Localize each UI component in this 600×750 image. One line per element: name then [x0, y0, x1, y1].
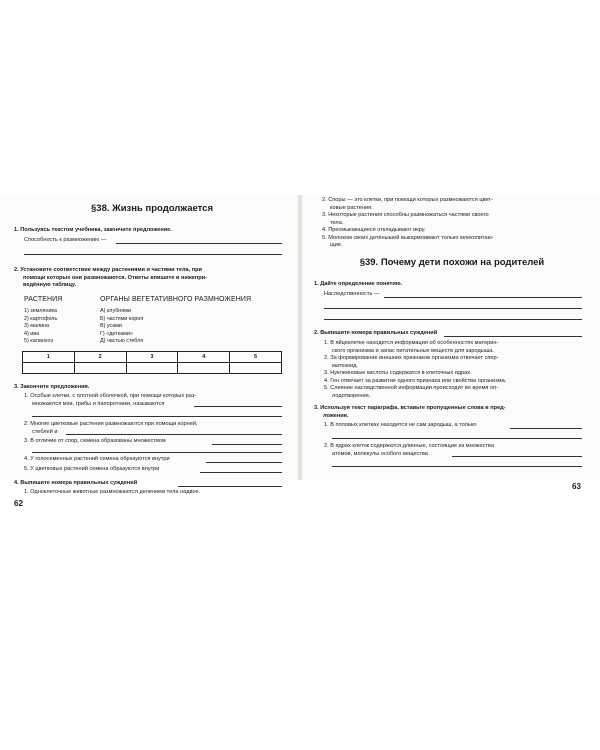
question-2-line2: помощи которых они размножаются. Ответы впишите в нижепри- — [23, 274, 207, 281]
answer-cell[interactable] — [74, 363, 126, 374]
plant-item: 5) каланхоэ — [24, 338, 54, 344]
plant-item: 2) картофель — [24, 315, 58, 322]
question-2-item2-line2: матозоид. — [332, 362, 358, 369]
answer-line — [444, 336, 582, 337]
answer-line — [324, 319, 582, 320]
question-2-line3: ведённую таблицу. — [23, 282, 77, 288]
question-1: 1. Дайте определение понятию. — [314, 281, 403, 287]
question-1: 1. Пользуясь текстом учебника, закончите предложение. — [14, 227, 172, 233]
question-2-item5-line2: лодотворения. — [332, 392, 371, 399]
organ-item: А) клубнями — [100, 308, 131, 314]
plant-item: 3) малина — [24, 323, 50, 329]
left-page — [14, 195, 290, 480]
answer-cell[interactable] — [126, 363, 178, 374]
table-header-cell: 1 — [23, 352, 75, 363]
answer-line — [200, 472, 282, 473]
answer-cell[interactable] — [23, 363, 75, 374]
page-title: §38. Жизнь продолжается — [91, 203, 213, 214]
answer-line — [510, 428, 582, 429]
continued-item5-line2: щие. — [330, 242, 343, 248]
organ-item: Б) частями корня — [100, 315, 144, 322]
question-2-item2-line1: 2. За формирование внешних признаков организма отвечает спер- — [324, 355, 499, 361]
question-4-item1: 1. Одноклеточные животные размножаются делением тела надвое. — [24, 489, 201, 495]
column-header-organs: ОРГАНЫ ВЕГЕТАТИВНОГО РАЗМНОЖЕНИЯ — [100, 296, 252, 303]
answer-line — [66, 434, 282, 435]
organ-item: В) усами — [100, 323, 122, 329]
answer-line — [194, 406, 282, 407]
workbook-spread — [0, 195, 600, 480]
question-4: 4. Выпишите номера правильных суждений — [14, 480, 138, 486]
answer-line — [332, 438, 582, 439]
column-header-plants: РАСТЕНИЯ — [24, 296, 63, 303]
question-3-item1-line1: 1. Особые клетки, с плотной оболочкой, при помощи которых раз- — [24, 393, 197, 399]
question-3-item2-line2: атомов, молекулы особого вещества — [332, 450, 428, 457]
continued-item2-line2: ковые растения. — [330, 204, 373, 211]
answer-line — [206, 462, 282, 463]
answer-line — [332, 466, 582, 467]
plant-item: 4) ива — [24, 330, 40, 337]
plant-item: 1) земляника — [24, 308, 57, 314]
organ-item: Д) частью стебля — [100, 338, 144, 344]
table-header-cell: 4 — [178, 352, 230, 363]
book-gutter — [297, 195, 303, 480]
question-3-item3: 3. В отличие от спор, семена образованы множеством — [24, 438, 166, 444]
question-3-item2-line2: стеблей и — [32, 428, 58, 435]
continued-item5-line1: 5. Молоком своих детёнышей выкармливают только млекопитаю- — [322, 234, 494, 241]
answer-line — [32, 416, 282, 417]
page-number-right: 63 — [572, 482, 581, 491]
question-2-line1: 2. Установите соответствие между растениями и частями тела, при — [14, 267, 202, 273]
question-3-item2-line1: 2. Многие цветковые растения размножаются при помощи корней, — [24, 421, 198, 427]
answer-line — [116, 243, 282, 244]
answer-line — [452, 456, 582, 457]
answer-line — [178, 486, 282, 487]
continued-item3-line2: тела. — [330, 219, 344, 226]
question-1-prompt: Наследственность — — [324, 291, 380, 297]
answer-line — [324, 308, 582, 309]
continued-item2-line1: 2. Споры — это клетки, при помощи которых размножаются цвет- — [322, 197, 493, 203]
table-header-cell: 2 — [74, 352, 126, 363]
table-header-cell: 3 — [126, 352, 178, 363]
question-2-item1-line1: 1. В яйцеклетке находится информация об особенностях материн- — [324, 340, 499, 346]
question-2-item5-line1: 5. Слияние наследственной информации происходит во время оп- — [324, 385, 499, 391]
answer-cell[interactable] — [230, 363, 282, 374]
question-2: 2. Выпишите номера правильных суждений — [314, 330, 438, 336]
question-3-line1: 3. Используя текст параграфа, вставьте пропущенные слова в пред- — [314, 405, 506, 411]
question-3-item5: 5. У цветковых растений семена образуются внутри — [24, 466, 160, 472]
question-2-item1-line2: ского организма и запас питательных веществ для зародыша. — [332, 347, 494, 354]
right-page — [314, 195, 590, 480]
answer-cell[interactable] — [178, 363, 230, 374]
continued-item3-line1: 3. Некоторые растения способны размножаться частями своего — [322, 212, 489, 218]
table-header-cell: 5 — [230, 352, 282, 363]
answer-line — [212, 444, 282, 445]
question-3-item1: 1. В половых клетках находится не сам зародыш, а только — [324, 422, 477, 428]
answer-line — [384, 297, 582, 298]
question-3-item1-line2: множаются мхи, грибы и папоротники, называются — [32, 400, 165, 407]
question-3: 3. Закончите предложения. — [14, 384, 90, 390]
question-3-item4: 4. У голосеменных растений семена образуются внутри — [24, 456, 170, 462]
page-title: §39. Почему дети похожи на родителей — [359, 257, 545, 268]
question-3-item2-line1: 2. В ядрах клеток содержатся длинные, состоящие из множества — [324, 443, 494, 449]
organ-item: Г) «детками» — [100, 330, 133, 337]
question-2-item3: 3. Нуклеиновые кислоты содержатся в клеточных ядрах. — [324, 370, 472, 376]
question-2-item4: 4. Ген отвечает за развитие одного признака или свойства организма. — [324, 377, 507, 384]
page-number-left: 62 — [14, 499, 23, 508]
answer-table — [22, 351, 282, 374]
answer-line — [32, 452, 282, 453]
question-1-prompt: Способность к размножению — — [24, 237, 107, 243]
answer-line — [24, 254, 282, 255]
continued-item4: 4. Пресмыкающиеся откладывают икру. — [322, 227, 426, 233]
question-3-line2: ложения. — [323, 412, 349, 419]
